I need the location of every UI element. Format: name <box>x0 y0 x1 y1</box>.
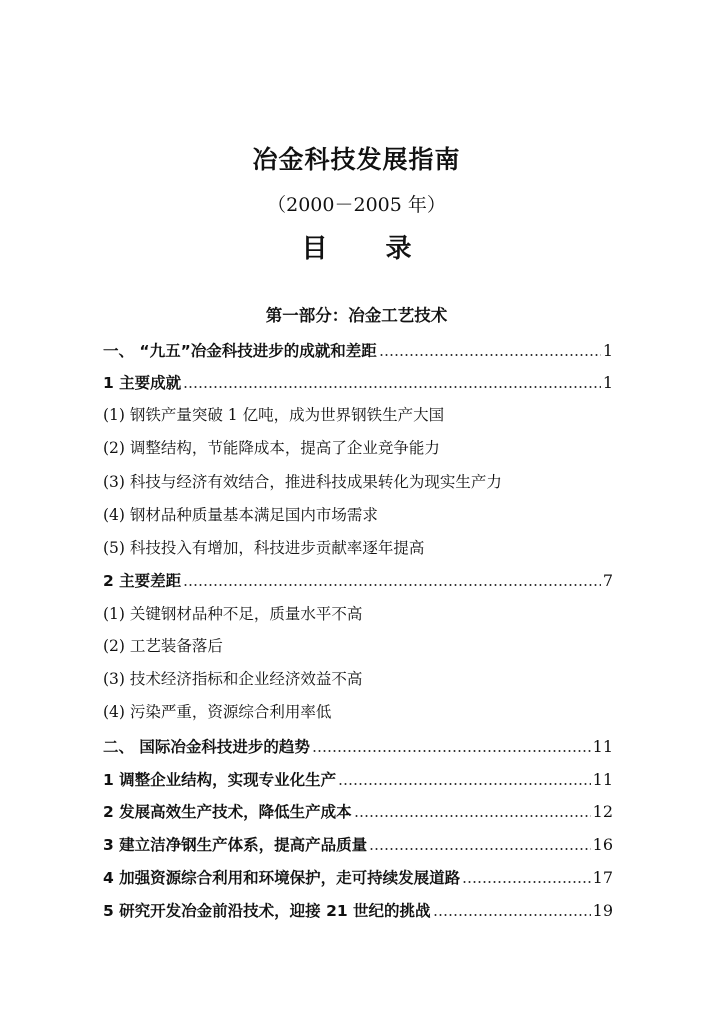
toc-entry-text: 4 加强资源综合利用和环境保护，走可持续发展道路 <box>103 869 461 887</box>
toc-entry-7[interactable] <box>103 532 613 558</box>
toc-entry-text: 5 研究开发冶金前沿技术，迎接 21 世纪的挑战 <box>103 902 431 920</box>
leader-dots <box>312 750 591 752</box>
contents-heading-left: 目 <box>301 234 328 264</box>
leader-dots <box>369 848 590 850</box>
toc-entry-5[interactable] <box>103 466 613 492</box>
toc-entry-18[interactable] <box>103 895 613 921</box>
toc-entry-12[interactable] <box>103 696 613 722</box>
toc-entry-1[interactable] <box>103 335 613 361</box>
contents-heading-right: 录 <box>385 234 412 264</box>
toc-entry-text: 一、 “九五”冶金科技进步的成就和差距 <box>103 342 377 360</box>
toc-entry-page: 16 <box>592 835 613 854</box>
toc-entry-15[interactable] <box>103 796 613 822</box>
toc-entry-text: 二、 国际冶金科技进步的趋势 <box>103 738 310 756</box>
toc-entry-text: (4) 钢材品种质量基本满足国内市场需求 <box>103 506 378 524</box>
leader-dots <box>338 783 590 785</box>
toc-entry-text: (2) 调整结构，节能降成本，提高了企业竞争能力 <box>103 439 440 457</box>
toc-entry-text: (1) 关键钢材品种不足，质量水平不高 <box>103 605 363 623</box>
toc-entry-14[interactable] <box>103 764 613 790</box>
toc-entry-text: 1 主要成就 <box>103 374 182 392</box>
toc-entry-text: (3) 技术经济指标和企业经济效益不高 <box>103 670 363 688</box>
toc-entry-page: 7 <box>602 571 613 590</box>
leader-dots <box>354 815 591 817</box>
toc-entry-text: 1 调整企业结构，实现专业化生产 <box>103 771 337 789</box>
toc-entry-10[interactable] <box>103 630 613 656</box>
toc-entry-text: (3) 科技与经济有效结合，推进科技成果转化为现实生产力 <box>103 473 502 491</box>
toc-entry-3[interactable] <box>103 399 613 425</box>
document-title: 冶金科技发展指南 <box>252 145 461 174</box>
toc-entry-text: 3 建立洁净钢生产体系，提高产品质量 <box>103 836 368 854</box>
leader-dots <box>183 584 601 586</box>
leader-dots <box>379 354 601 356</box>
toc-entry-page: 11 <box>592 737 613 756</box>
part-heading: 第一部分：冶金工艺技术 <box>265 306 448 325</box>
document-years: （2000－2005 年） <box>267 194 446 216</box>
toc-entry-13[interactable] <box>103 731 613 757</box>
toc-entry-page: 1 <box>602 373 613 392</box>
toc-entry-text: (5) 科技投入有增加，科技进步贡献率逐年提高 <box>103 539 425 557</box>
toc-entry-11[interactable] <box>103 663 613 689</box>
toc-entry-text: (2) 工艺装备落后 <box>103 637 223 655</box>
toc-entry-6[interactable] <box>103 499 613 525</box>
leader-dots <box>433 914 591 916</box>
toc-entry-9[interactable] <box>103 598 613 624</box>
toc-entry-17[interactable] <box>103 862 613 888</box>
toc-entry-text: (4) 污染严重，资源综合利用率低 <box>103 703 332 721</box>
toc-entry-page: 17 <box>592 868 613 887</box>
leader-dots <box>462 881 590 883</box>
toc-entry-text: (1) 钢铁产量突破 1 亿吨，成为世界钢铁生产大国 <box>103 406 445 424</box>
toc-entry-8[interactable] <box>103 565 613 591</box>
toc-entry-page: 19 <box>592 901 613 920</box>
toc-entry-page: 11 <box>592 770 613 789</box>
toc-entry-page: 1 <box>602 341 613 360</box>
contents-heading <box>0 228 713 265</box>
leader-dots <box>183 386 601 388</box>
toc-entry-4[interactable] <box>103 432 613 458</box>
toc-entry-text: 2 发展高效生产技术，降低生产成本 <box>103 803 352 821</box>
toc-entry-16[interactable] <box>103 829 613 855</box>
toc-entry-2[interactable] <box>103 367 613 393</box>
toc-entry-text: 2 主要差距 <box>103 572 182 590</box>
toc-entry-page: 12 <box>592 802 613 821</box>
